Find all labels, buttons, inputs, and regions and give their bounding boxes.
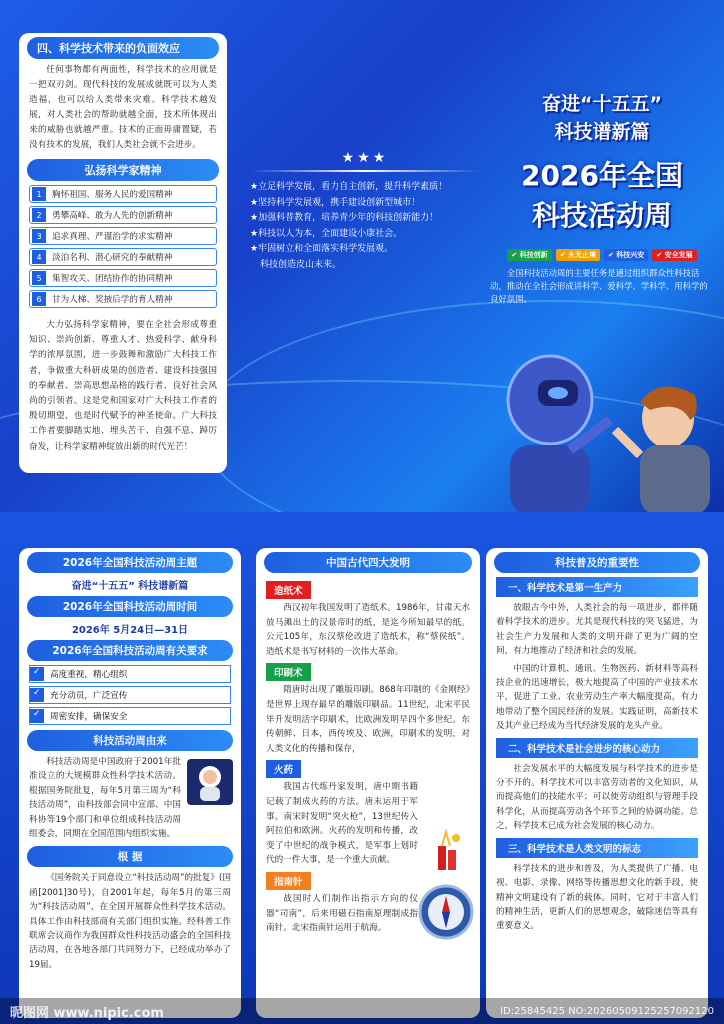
spirit-item-text: 淡泊名利、潜心研究的奉献精神 bbox=[52, 253, 173, 263]
section1-para1: 放眼古今中外，人类社会的每一项进步，都伴随着科学技术的进步。尤其是现代科技的突飞猛进，为社会生产力发展和人类的文明开辟了更为广阔的空间，有力地推动了经济和社会的发展。 bbox=[496, 603, 698, 657]
req-header: 2026年全国科技活动周有关要求 bbox=[27, 640, 233, 661]
watermark-id: ID:25845425 NO:20260509125257092120 bbox=[500, 1005, 714, 1017]
requirement-text: 高度重视，精心组织 bbox=[50, 670, 128, 680]
spirit-item-text: 胸怀祖国、服务人民的爱国精神 bbox=[52, 190, 173, 200]
cover-tag: ✔ 安全发展 bbox=[652, 249, 696, 261]
spirit-item-text: 勇攀高峰、敢为人先的创新精神 bbox=[52, 211, 173, 221]
checkbox-icon bbox=[30, 688, 44, 702]
checkbox-icon bbox=[30, 709, 44, 723]
stars-decoration: ★★★ bbox=[341, 150, 389, 166]
slogan-line: ★坚持科学发展观，携手建设创新型城市！ bbox=[250, 197, 421, 208]
importance-header: 科技普及的重要性 bbox=[494, 552, 700, 573]
spirit-item-text: 追求真理、严谨治学的求实精神 bbox=[52, 232, 173, 242]
requirement-item bbox=[29, 707, 231, 725]
spirit-item bbox=[29, 227, 217, 245]
slogan-lines bbox=[250, 180, 480, 273]
slogan-line: 科技创造皮山未来。 bbox=[260, 259, 342, 270]
cover-line1: 奋进“十五五” bbox=[542, 93, 662, 115]
basis-text: 《国务院关于同意设立“科技活动周”的批复》(国函[2001]30号)，自2001年起，每年5月的第三周为“科技活动周”，在全国开展群众性科学技术活动。具体工作由科技部商有关部门组织实施。经科普工作联席会议商作为我国群众性科技活动盛会的全国科技活动周，在各地各部门共同努力下，已经成功举办了19届。 bbox=[29, 873, 231, 970]
spirit-item bbox=[29, 185, 217, 203]
requirement-text: 周密安排，确保安全 bbox=[50, 712, 128, 722]
time-header: 2026年全国科技活动周时间 bbox=[27, 596, 233, 617]
watermark-logo: 昵图网 www.nipic.com bbox=[10, 1005, 164, 1021]
section2-para: 社会发展水平的大幅度发展与科学技术的进步是分不开的。科学技术可以丰富劳动者的文化知识，从而提高他们的技能水平；可以使劳动组织与管理手段科学化，从而提高劳动各个环节之间的协调功能。总之，科学技术已成为社会发展的核心动力。 bbox=[496, 763, 698, 832]
requirement-text: 充分动员，广泛宣传 bbox=[50, 691, 128, 701]
basis-header: 根 据 bbox=[27, 846, 233, 867]
cover-tag: ✔ 科技创新 bbox=[507, 249, 551, 261]
origin-header: 科技活动周由来 bbox=[27, 730, 233, 751]
spirit-item-text: 甘为人梯、奖掖后学的育人精神 bbox=[52, 295, 173, 305]
compass-icon bbox=[418, 884, 474, 940]
watermark-bar bbox=[0, 998, 724, 1024]
section3-title: 三、科学技术是人类文明的标志 bbox=[496, 838, 698, 858]
spirit-item-number: 5 bbox=[32, 271, 46, 285]
negative-text: 任何事物都有两面性，科学技术的应用就是一把双刃剑。现代科技的发展成就既可以为人类造福，也可以给人类带来灾难。科学技术越发展，对人类社会的帮助就越全面，技术所体现出来的威胁也就越严重。技术的正面毋庸置疑，若没有技术的发展，我们人类社会就不会进步。 bbox=[29, 65, 217, 150]
time-text: 2026年 5月24日—31日 bbox=[71, 625, 189, 636]
slogan-line: ★立足科学发展，看力自主创新，提升科学素质！ bbox=[250, 182, 448, 192]
astronaut-icon bbox=[187, 759, 233, 805]
slogan-line: ★加强科普教育，培养青少年的科技创新能力！ bbox=[250, 213, 439, 223]
theme-text: 奋进“十五五” 科技谱新篇 bbox=[71, 581, 189, 592]
requirement-item bbox=[29, 686, 231, 704]
cover-tags bbox=[490, 242, 714, 261]
requirement-item bbox=[29, 665, 231, 683]
cover-tag: ✔ 科技兴安 bbox=[604, 249, 648, 261]
origin-text: 科技活动周是中国政府于2001年批准设立的大规模群众性科学技术活动。根据国务院批复，每年5月第三周为“科技活动周”，由科技部会同中宣部、中国科协等19个部门和单位组成科技活动周组委会，同期在全国范围内组织实施。 bbox=[29, 757, 181, 840]
spirit-item bbox=[29, 290, 217, 308]
brochure-inside bbox=[0, 512, 724, 1024]
spirit-item-number: 4 bbox=[32, 250, 46, 264]
cover-line2: 科技谱新篇 bbox=[554, 121, 650, 143]
checkbox-icon bbox=[30, 667, 44, 681]
cover-line4: 科技活动周 bbox=[531, 199, 672, 232]
section1-para2: 中国的计算机、通讯、生物医药、新材料等高科技企业的迅速增长，极大地提高了中国的产业技术水平，促进了工业、农业劳动生产率大幅度提高，有力地带动了整个国民经济的发展。实践证明，高新技术及其产业已经成为当代经济发展的龙头产业。 bbox=[496, 663, 698, 732]
spirit-item-number: 3 bbox=[32, 229, 46, 243]
slogan-line: ★科技以人为本，全面建设小康社会。 bbox=[250, 228, 403, 239]
gunpowder-text: 我国古代炼丹家发明，唐中期书籍记载了制成火药的方法。唐末运用于军事。南宋时发明“突火枪”，13世纪传入阿拉伯和欧洲。火药的发明和传播，改变了中世纪的战争模式，是军事上划时代的一件大事，是一个重大贡献。 bbox=[266, 782, 418, 866]
section2-title: 二、科学技术是社会进步的核心动力 bbox=[496, 738, 698, 758]
spirit-text: 大力弘扬科学家精神，要在全社会形成尊重知识、崇尚创新、尊重人才、热爱科学、献身科学的浓厚氛围，进一步鼓舞和激励广大科技工作者，争做重大科研成果的创造者、建设科技强国的奉献者、崇高思想品格的践行者、良好社会风尚的引领者。这是党和国家对广大科技工作者的殷切期望，也是时代赋予的神圣使命。广大科技工作者要脚踏实地、埋头苦干、自强不息、踔厉奋发，让科学家精神绽放出新的时代光芒！ bbox=[29, 320, 217, 452]
slogan-block bbox=[250, 150, 480, 273]
spirit-item-number: 6 bbox=[32, 292, 46, 306]
panel-four-inventions bbox=[256, 548, 480, 1018]
cover-title-block bbox=[490, 90, 714, 306]
paper-text: 西汉初年我国发明了造纸术。1986年，甘肃天水放马滩出土的汉景帝时的纸，是迄今所知最早的纸。公元105年，东汉蔡伦改进了造纸术，称“蔡侯纸”。造纸术是书写材料的一次伟大革命。 bbox=[266, 603, 470, 657]
print-label: 印刷术 bbox=[266, 663, 311, 681]
slogan-line: ★牢固树立和全面落实科学发展观。 bbox=[250, 244, 394, 254]
spirit-item bbox=[29, 206, 217, 224]
section3-para: 科学技术的进步和普及，为人类提供了广播、电视、电影、录像、网络等传播思想文化的新手段，使精神文明建设有了新的载体。同时，它对于丰富人们的精神生活，更新人们的思想观念，破除迷信等具有重要意义。 bbox=[496, 863, 698, 932]
compass-text: 战国时人们制作出指示方向的仪器“司南”，后来用磁石指南原理制成指南针。北宋指南针运用于航海。 bbox=[266, 893, 418, 934]
gunpowder-label: 火药 bbox=[266, 760, 301, 778]
divider bbox=[250, 170, 480, 172]
print-text: 隋唐时出现了雕版印刷。868年印制的《金刚经》是世界上现存最早的雕版印刷品。11世纪，北宋平民毕升发明活字印刷术，比欧洲发明早四个多世纪。东传朝鲜、日本，西传埃及、欧洲，印刷术的发明，对人类文化的传播和保存， bbox=[266, 685, 470, 754]
inventions-header: 中国古代四大发明 bbox=[264, 552, 472, 573]
spirit-item bbox=[29, 269, 217, 287]
cover-desc: 全国科技活动周的主要任务是通过组织群众性科技活动，推动在全社会形成讲科学、爱科学、学科学、用科学的良好氛围。 bbox=[490, 268, 708, 304]
negative-header: 四、科学技术带来的负面效应 bbox=[27, 37, 219, 59]
cover-line3: 2026年全国 bbox=[521, 159, 683, 192]
spirit-item bbox=[29, 248, 217, 266]
req-list bbox=[19, 665, 241, 725]
spirit-list bbox=[19, 185, 227, 308]
spirit-item-text: 集智攻关、团结协作的协同精神 bbox=[52, 274, 173, 284]
panel-negative-effects bbox=[19, 33, 227, 473]
panel-event-info bbox=[19, 548, 241, 1018]
spirit-item-number: 2 bbox=[32, 208, 46, 222]
panel-science-popularization bbox=[486, 548, 708, 1018]
section1-title: 一、科学技术是第一生产力 bbox=[496, 577, 698, 597]
robot-boy-illustration bbox=[490, 340, 724, 512]
compass-label: 指南针 bbox=[266, 872, 311, 890]
cover-tag: ✔ 永无止境 bbox=[556, 249, 600, 261]
theme-header: 2026年全国科技活动周主题 bbox=[27, 552, 233, 573]
spirit-header: 弘扬科学家精神 bbox=[27, 159, 219, 181]
paper-label: 造纸术 bbox=[266, 581, 311, 599]
firework-icon bbox=[424, 828, 470, 872]
spirit-item-number: 1 bbox=[32, 187, 46, 201]
